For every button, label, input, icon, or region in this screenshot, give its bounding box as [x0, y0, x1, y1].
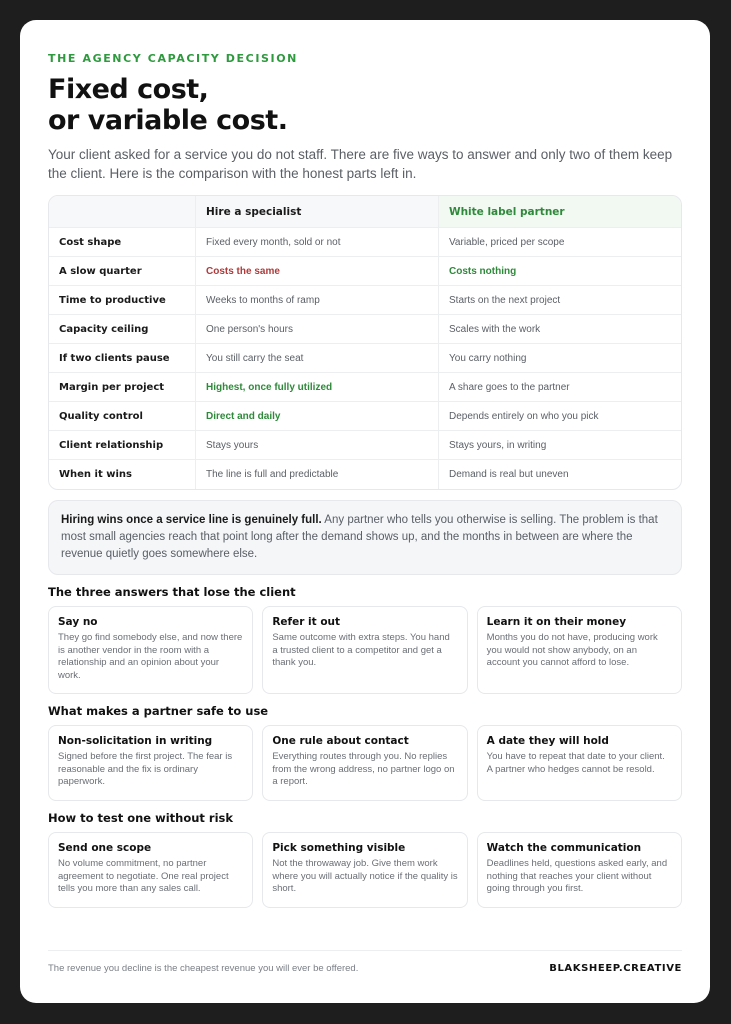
row-label: If two clients pause — [49, 344, 196, 373]
hire-cell: Costs the same — [196, 257, 439, 286]
card-title: One rule about contact — [272, 735, 409, 747]
row-label: When it wins — [49, 460, 196, 489]
row-label: Client relationship — [49, 431, 196, 460]
card-text: Same outcome with extra steps. You hand a trusted client to a competitor and get a thank you. — [272, 632, 450, 668]
info-card — [48, 725, 253, 801]
card-title: Non-solicitation in writing — [58, 735, 213, 747]
title-line-1: Fixed cost, — [48, 74, 209, 105]
table-row — [49, 402, 681, 431]
table-row — [49, 257, 681, 286]
partner-safe-cards — [48, 725, 682, 801]
card-text: Months you do not have, producing work you would not show anybody, on an account you cannot afford to lose. — [486, 632, 658, 668]
partner-cell: Costs nothing — [439, 257, 681, 286]
table-header-row — [49, 196, 681, 228]
page-title — [48, 74, 682, 136]
hire-cell: The line is full and predictable — [196, 460, 439, 489]
card-text: Signed before the first project. The fear is reasonable and the fix is ordinary paperwork. — [58, 751, 233, 787]
hire-cell: You still carry the seat — [196, 344, 439, 373]
document-card — [20, 20, 710, 1003]
info-card — [48, 606, 253, 694]
info-card — [477, 832, 682, 908]
card-title: A date they will hold — [486, 735, 609, 747]
row-label: Cost shape — [49, 228, 196, 257]
info-card — [262, 832, 467, 908]
hire-cell: Weeks to months of ramp — [196, 286, 439, 315]
info-card — [477, 606, 682, 694]
test-without-risk-cards — [48, 832, 682, 908]
table-row — [49, 460, 681, 489]
partner-cell: You carry nothing — [439, 344, 681, 373]
card-text: You have to repeat that date to your client. A partner who hedges cannot be resold. — [486, 751, 665, 775]
hire-cell: Highest, once fully utilized — [196, 373, 439, 402]
info-card — [477, 725, 682, 801]
table-row — [49, 344, 681, 373]
info-card — [262, 606, 467, 694]
callout-bold: Hiring wins once a service line is genuinely full. — [61, 514, 322, 526]
card-text: Deadlines held, questions asked early, and nothing that reaches your client without going through you first. — [486, 858, 668, 894]
comparison-table — [48, 195, 682, 490]
hire-cell: Fixed every month, sold or not — [196, 228, 439, 257]
hire-cell: Stays yours — [196, 431, 439, 460]
card-text: They go find somebody else, and now there is another vendor in the room with a relationship and an opinion about your work. — [58, 632, 243, 681]
info-card — [48, 832, 253, 908]
partner-cell: Variable, priced per scope — [439, 228, 681, 257]
title-line-2: or variable cost. — [48, 105, 288, 136]
partner-cell: Scales with the work — [439, 315, 681, 344]
row-label: Margin per project — [49, 373, 196, 402]
hire-cell: Direct and daily — [196, 402, 439, 431]
intro-paragraph: Your client asked for a service you do not staff. There are five ways to answer and only two of them keep the client. Here is the comparison with the honest parts left in. — [48, 147, 673, 181]
footer — [48, 950, 682, 974]
card-title: Send one scope — [58, 842, 152, 854]
card-text: Everything routes through you. No replies from the wrong address, no partner logo on a report. — [272, 751, 455, 787]
partner-cell: A share goes to the partner — [439, 373, 681, 402]
eyebrow-label: THE AGENCY CAPACITY DECISION — [48, 52, 298, 65]
row-label: A slow quarter — [49, 257, 196, 286]
info-card — [262, 725, 467, 801]
partner-cell: Stays yours, in writing — [439, 431, 681, 460]
partner-cell: Depends entirely on who you pick — [439, 402, 681, 431]
partner-cell: Demand is real but uneven — [449, 469, 569, 480]
table-row — [49, 315, 681, 344]
lose-client-cards — [48, 606, 682, 694]
card-title: Pick something visible — [272, 842, 406, 854]
table-row — [49, 431, 681, 460]
header-cell-empty — [49, 196, 196, 228]
card-title: Say no — [58, 616, 98, 628]
section-title-partner-safe: What makes a partner safe to use — [48, 704, 269, 718]
brand-name: BLAKSHEEP.CREATIVE — [549, 963, 682, 974]
card-title: Refer it out — [272, 616, 341, 628]
partner-cell: Starts on the next project — [439, 286, 681, 315]
table-row — [49, 286, 681, 315]
row-label: Quality control — [49, 402, 196, 431]
row-label: Capacity ceiling — [49, 315, 196, 344]
callout-text: Any partner who tells you otherwise is selling. The problem is that most small agencies reach that point long after the demand shows up, and the months in between are where the revenue quietly goes somewhere else. — [61, 514, 658, 560]
footer-note: The revenue you decline is the cheapest revenue you will ever be offered. — [48, 963, 359, 974]
table-row — [49, 373, 681, 402]
row-label: Time to productive — [49, 286, 196, 315]
table-row — [49, 228, 681, 257]
card-text: No volume commitment, no partner agreement to negotiate. One real project tells you more than any sales call. — [58, 858, 229, 894]
section-title-test-without-risk: How to test one without risk — [48, 811, 234, 825]
hire-cell: One person's hours — [196, 315, 439, 344]
callout-box — [48, 500, 682, 575]
header-hire-specialist: Hire a specialist — [196, 196, 439, 228]
card-title: Watch the communication — [486, 842, 642, 854]
card-text: Not the throwaway job. Give them work where you will actually notice if the quality is short. — [272, 858, 458, 894]
header-white-label-partner: White label partner — [439, 196, 681, 228]
section-title-lose-client: The three answers that lose the client — [48, 585, 296, 599]
card-title: Learn it on their money — [486, 616, 627, 628]
